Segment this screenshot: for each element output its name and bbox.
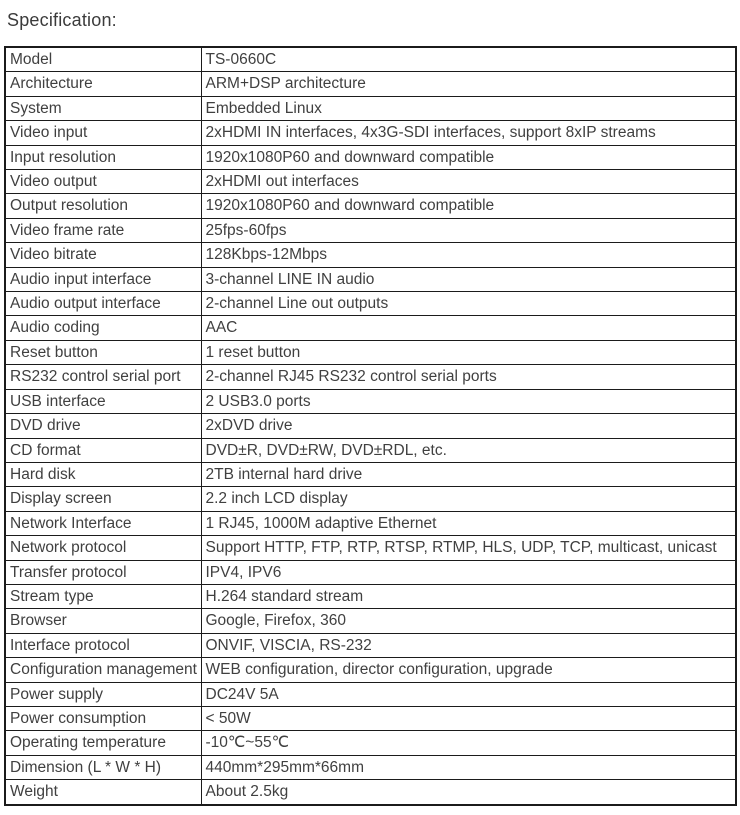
spec-row [5,145,736,169]
spec-label: Reset button [5,340,201,364]
spec-label: USB interface [5,389,201,413]
spec-row [5,536,736,560]
spec-value: IPV4, IPV6 [201,560,736,584]
spec-label: Audio input interface [5,267,201,291]
spec-row [5,218,736,242]
spec-value: AAC [201,316,736,340]
spec-row [5,487,736,511]
page-title: Specification: [7,10,117,30]
spec-value: 2xDVD drive [201,414,736,438]
spec-value: Embedded Linux [201,96,736,120]
spec-label: Browser [5,609,201,633]
spec-row [5,584,736,608]
spec-row [5,365,736,389]
spec-value: 2xHDMI out interfaces [201,170,736,194]
spec-value: Google, Firefox, 360 [201,609,736,633]
spec-label: Architecture [5,72,201,96]
spec-value: 2-channel Line out outputs [201,292,736,316]
spec-row [5,633,736,657]
spec-label: Power consumption [5,706,201,730]
spec-value: 440mm*295mm*66mm [201,755,736,779]
spec-value: 1 reset button [201,340,736,364]
spec-row [5,194,736,218]
spec-label: Weight [5,780,201,805]
spec-value: ARM+DSP architecture [201,72,736,96]
spec-row [5,511,736,535]
spec-value: 1 RJ45, 1000M adaptive Ethernet [201,511,736,535]
spec-value: 2xHDMI IN interfaces, 4x3G-SDI interfaces, support 8xIP streams [201,121,736,145]
spec-value: DVD±R, DVD±RW, DVD±RDL, etc. [201,438,736,462]
spec-value: H.264 standard stream [201,584,736,608]
spec-label: Audio output interface [5,292,201,316]
spec-label: Model [5,47,201,72]
spec-value: WEB configuration, director configuration, upgrade [201,658,736,682]
spec-value: DC24V 5A [201,682,736,706]
spec-row [5,47,736,72]
spec-label: System [5,96,201,120]
spec-row [5,706,736,730]
spec-label: Audio coding [5,316,201,340]
spec-row [5,755,736,779]
spec-label: CD format [5,438,201,462]
spec-label: Video bitrate [5,243,201,267]
spec-label: Interface protocol [5,633,201,657]
spec-row [5,243,736,267]
spec-row [5,121,736,145]
spec-value: 2 USB3.0 ports [201,389,736,413]
spec-value: 128Kbps-12Mbps [201,243,736,267]
spec-row [5,340,736,364]
spec-label: Output resolution [5,194,201,218]
spec-label: Video frame rate [5,218,201,242]
spec-row [5,560,736,584]
spec-label: Transfer protocol [5,560,201,584]
spec-value: < 50W [201,706,736,730]
spec-row [5,609,736,633]
spec-row [5,170,736,194]
spec-value: 2.2 inch LCD display [201,487,736,511]
spec-row [5,658,736,682]
spec-label: Operating temperature [5,731,201,755]
spec-value: Support HTTP, FTP, RTP, RTSP, RTMP, HLS, UDP, TCP, multicast, unicast [201,536,736,560]
spec-value: 3-channel LINE IN audio [201,267,736,291]
spec-value: ONVIF, VISCIA, RS-232 [201,633,736,657]
spec-row [5,682,736,706]
spec-label: Stream type [5,584,201,608]
spec-value: 2-channel RJ45 RS232 control serial ports [201,365,736,389]
spec-row [5,96,736,120]
spec-row [5,462,736,486]
spec-label: Network protocol [5,536,201,560]
spec-label: DVD drive [5,414,201,438]
spec-row [5,780,736,805]
specification-table [4,46,737,806]
spec-row [5,267,736,291]
spec-value: 25fps-60fps [201,218,736,242]
spec-value: 1920x1080P60 and downward compatible [201,145,736,169]
spec-value: 1920x1080P60 and downward compatible [201,194,736,218]
spec-label: Hard disk [5,462,201,486]
spec-value: 2TB internal hard drive [201,462,736,486]
spec-label: Video input [5,121,201,145]
spec-value: -10℃~55℃ [201,731,736,755]
spec-label: Input resolution [5,145,201,169]
spec-row [5,731,736,755]
spec-label: Dimension (L * W * H) [5,755,201,779]
spec-label: Power supply [5,682,201,706]
spec-label: Configuration management [5,658,201,682]
spec-value: TS-0660C [201,47,736,72]
spec-value: About 2.5kg [201,780,736,805]
spec-row [5,292,736,316]
spec-label: Video output [5,170,201,194]
spec-label: Display screen [5,487,201,511]
spec-row [5,316,736,340]
spec-row [5,414,736,438]
spec-label: Network Interface [5,511,201,535]
spec-row [5,72,736,96]
spec-label: RS232 control serial port [5,365,201,389]
spec-row [5,389,736,413]
spec-row [5,438,736,462]
